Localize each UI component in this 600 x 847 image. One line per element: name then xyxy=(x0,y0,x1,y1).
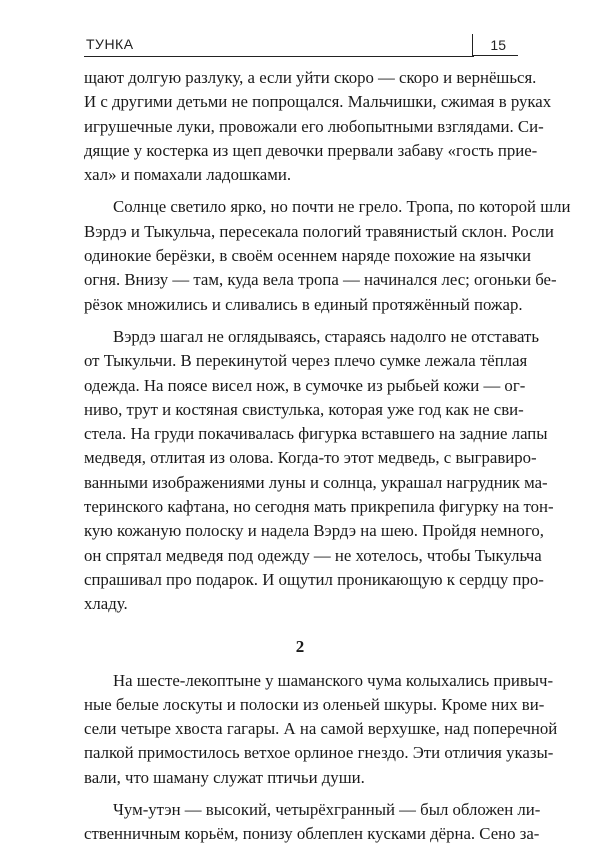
text-line: одежда. На поясе висел нож, в сумочке из рыбьей кожи — ог- xyxy=(84,375,526,395)
text-line: ниво, трут и костяная свистулька, которая уже год как не сви- xyxy=(84,399,524,419)
text-line: Солнце светило ярко, но почти не грело. Тропа, по которой шли xyxy=(113,197,571,217)
text-line: одинокие берёзки, в своём осеннем наряде похожие на язычки xyxy=(84,246,531,266)
text-line: И с другими детьми не попрощался. Мальчишки, сжимая в руках xyxy=(84,92,552,112)
text-line: кую кожаную полоску и надела Вэрдэ на шею. Пройдя немного, xyxy=(84,521,544,541)
running-header xyxy=(84,32,518,62)
header-rule xyxy=(84,56,474,57)
text-line: вали, что шаману служат птичьи души. xyxy=(84,767,365,787)
paragraph xyxy=(84,669,558,790)
text-line: ственничным корьём, понизу облеплен кусками дёрна. Сено за- xyxy=(84,824,540,844)
text-line: рёзок множились и сливались в единый протяжённый пожар. xyxy=(84,294,523,314)
text-line: На шесте-лекоптыне у шаманского чума колыхались привыч- xyxy=(113,670,554,690)
text-line: теринского кафтана, но сегодня мать прикрепила фигурку на тон- xyxy=(84,497,554,517)
text-line: палкой примостилось ветхое орлиное гнездо. Эти отличия указы- xyxy=(84,743,554,763)
chapter-number: 2 xyxy=(295,636,305,656)
text-line: игрушечные луки, провожали его любопытными взглядами. Си- xyxy=(84,116,544,136)
paragraph xyxy=(84,325,554,617)
paragraph xyxy=(84,195,571,316)
pre-chapter-text xyxy=(84,66,571,617)
text-line: хал» и помахали ладошками. xyxy=(84,165,292,185)
text-line: спрашивал про подарок. И ощутил проникающую к сердцу про- xyxy=(84,569,544,589)
text-line: сели четыре хвоста гагары. А на самой верхушке, над поперечной xyxy=(84,719,558,739)
text-line: огня. Внизу — там, куда вела тропа — начинался лес; огоньки бе- xyxy=(84,270,557,290)
text-line: Вэрдэ шагал не оглядываясь, стараясь надолго не отставать xyxy=(113,326,539,346)
text-line: щают долгую разлуку, а если уйти скоро — скоро и вернёшься. xyxy=(84,68,537,87)
text-line: он спрятал медведя под одежду — не хотелось, чтобы Тыкульча xyxy=(84,545,542,565)
text-line: медведя, отлитая из олова. Когда-то этот медведь, с выгравиро- xyxy=(84,448,537,468)
paragraph xyxy=(84,798,541,847)
page-number: 15 xyxy=(490,37,506,53)
body-text xyxy=(84,66,571,847)
text-line: от Тыкульчи. В перекинутой через плечо сумке лежала тёплая xyxy=(84,351,528,371)
paragraph xyxy=(84,66,552,187)
page-number-box xyxy=(472,34,518,56)
text-line: ванными изображениями луны и солнца, украшал нагрудник ма- xyxy=(84,472,548,492)
text-line: стела. На груди покачивалась фигурка вставшего на задние лапы xyxy=(84,424,548,444)
text-line: ные белые лоскуты и полоски из оленьей шкуры. Кроме них ви- xyxy=(84,694,545,714)
text-line: хладу. xyxy=(84,594,128,614)
chapter-text xyxy=(84,669,558,847)
running-title: ТУНКА xyxy=(86,36,134,52)
text-line: дящие у костерка из щеп девочки прервали забаву «гость прие- xyxy=(84,140,538,160)
text-line: Чум-утэн — высокий, четырёхгранный — был обложен ли- xyxy=(113,800,541,820)
text-line: Вэрдэ и Тыкульча, пересекала пологий травянистый склон. Росли xyxy=(84,221,554,241)
